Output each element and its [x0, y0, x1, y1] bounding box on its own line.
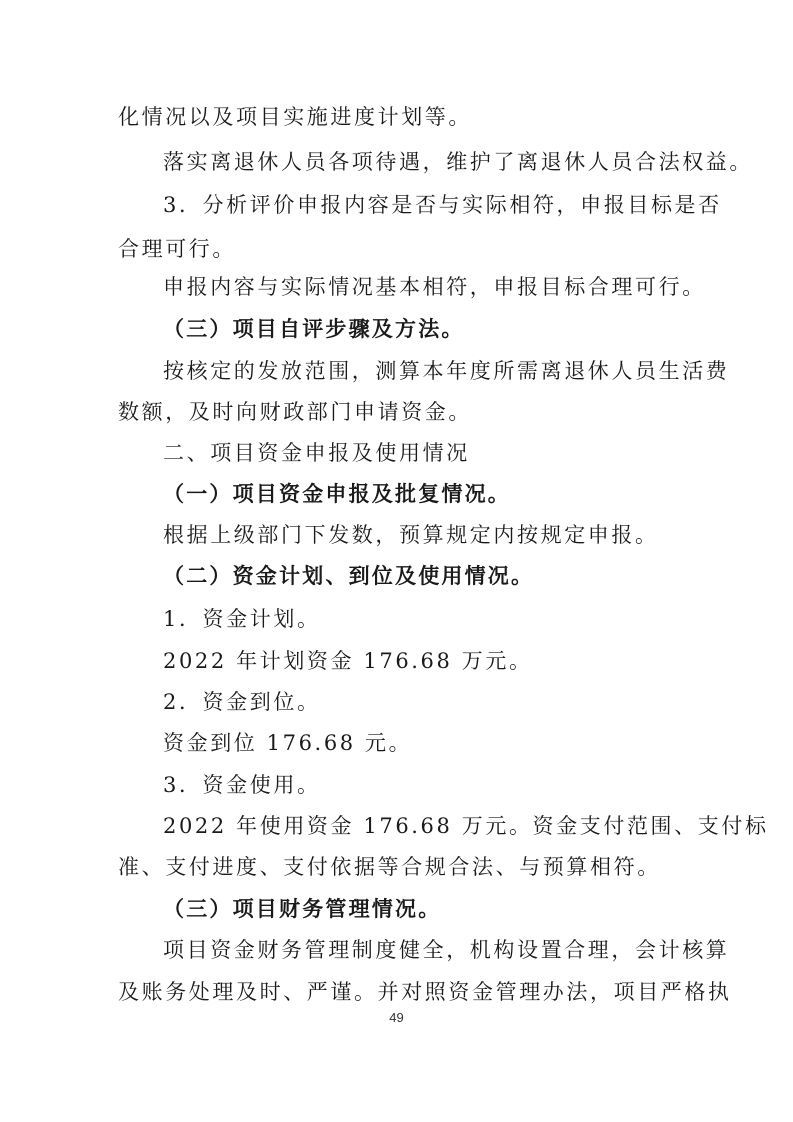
text-line: 数额，及时向财政部门申请资金。: [118, 400, 472, 424]
chapter-heading: 二、项目资金申报及使用情况: [163, 441, 470, 465]
text-line: 准、支付进度、支付依据等合规合法、与预算相符。: [118, 855, 661, 879]
text-line: 合理可行。: [118, 237, 236, 261]
text-line: 3．分析评价申报内容是否与实际相符，申报目标是否: [163, 193, 722, 217]
text-line: 及账务处理及时、严谨。并对照资金管理办法，项目严格执: [118, 980, 732, 1004]
section-heading: （三）项目自评步骤及方法。: [163, 317, 465, 341]
text-line: 根据上级部门下发数，预算规定内按规定申报。: [163, 523, 659, 547]
section-heading: （二）资金计划、到位及使用情况。: [163, 564, 535, 588]
page-number: 49: [389, 1010, 404, 1025]
text-line: 申报内容与实际情况基本相符，申报目标合理可行。: [163, 275, 706, 299]
text-line: 1．资金计划。: [163, 607, 321, 631]
text-line: 化情况以及项目实施进度计划等。: [118, 105, 472, 129]
text-line: 资金到位 176.68 元。: [163, 731, 413, 755]
text-line: 2022 年使用资金 176.68 万元。资金支付范围、支付标: [163, 814, 769, 838]
text-line: 2022 年计划资金 176.68 万元。: [163, 649, 533, 673]
text-line: 2．资金到位。: [163, 690, 321, 714]
text-line: 落实离退休人员各项待遇，维护了离退休人员合法权益。: [163, 150, 753, 174]
text-line: 项目资金财务管理制度健全，机构设置合理，会计核算: [163, 938, 730, 962]
text-line: 按核定的发放范围，测算本年度所需离退休人员生活费: [163, 359, 730, 383]
section-heading: （三）项目财务管理情况。: [163, 897, 442, 921]
text-line: 3．资金使用。: [163, 773, 321, 797]
section-heading: （一）项目资金申报及批复情况。: [163, 482, 511, 506]
